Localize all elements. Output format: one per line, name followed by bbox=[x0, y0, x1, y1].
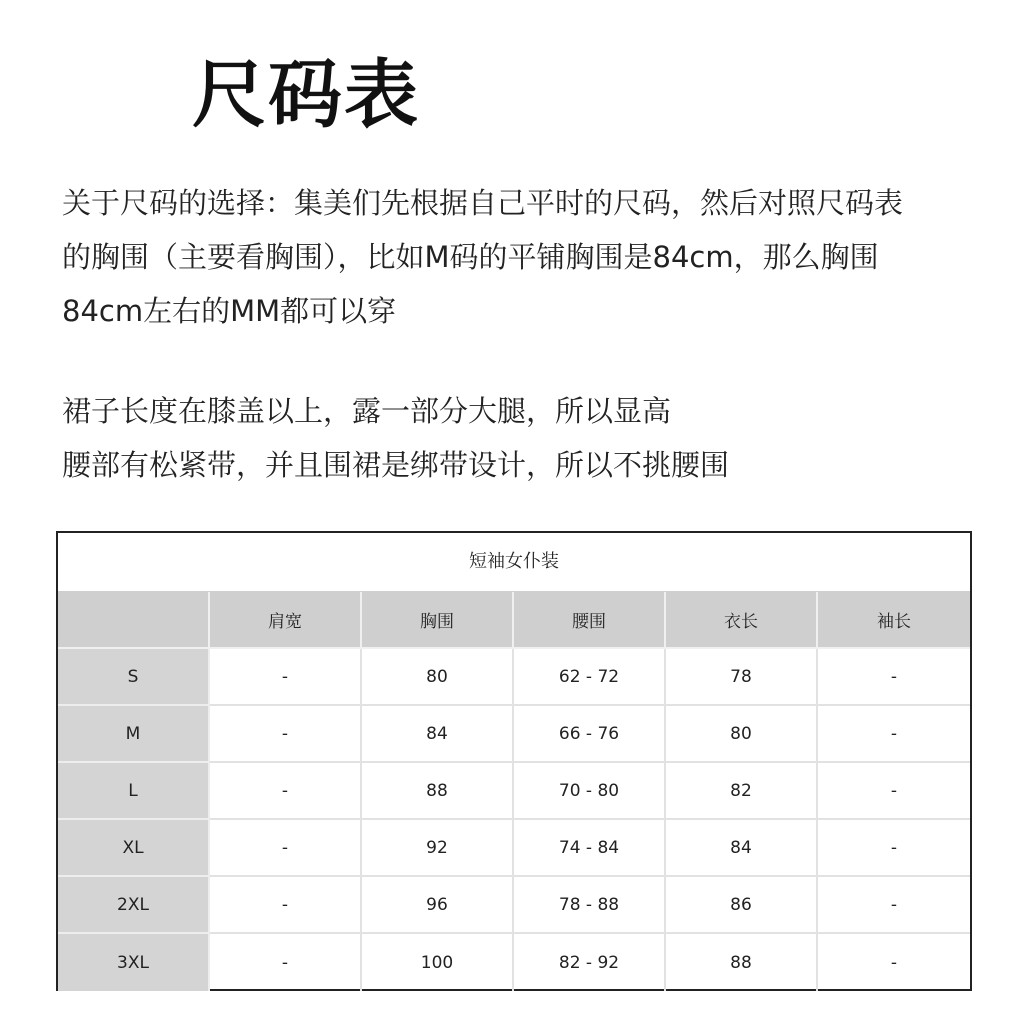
table-cell-size: M bbox=[58, 706, 210, 763]
table-cell-length: 80 bbox=[666, 706, 818, 763]
table-cell-bust: 84 bbox=[362, 706, 514, 763]
table-cell-bust: 100 bbox=[362, 934, 514, 991]
table-cell-size: L bbox=[58, 763, 210, 820]
table-cell-waist: 74 - 84 bbox=[514, 820, 666, 877]
table-cell-length: 88 bbox=[666, 934, 818, 991]
table-cell-shoulder: - bbox=[210, 820, 362, 877]
table-cell-sleeve: - bbox=[818, 706, 970, 763]
table-cell-waist: 66 - 76 bbox=[514, 706, 666, 763]
table-cell-length: 84 bbox=[666, 820, 818, 877]
table-cell-bust: 92 bbox=[362, 820, 514, 877]
table-cell-size: 2XL bbox=[58, 877, 210, 934]
table-cell-length: 86 bbox=[666, 877, 818, 934]
table-cell-sleeve: - bbox=[890, 952, 898, 973]
table-cell-length: 78 bbox=[666, 649, 818, 706]
table-cell-shoulder: - bbox=[210, 934, 362, 991]
table-cell-sleeve: - bbox=[818, 649, 970, 706]
header-cell-sleeve: 袖长 bbox=[818, 592, 970, 649]
header-cell-corner bbox=[58, 592, 210, 649]
table-cell-bust: 88 bbox=[362, 763, 514, 820]
table-cell-sleeve: - bbox=[818, 820, 970, 877]
table-cell-shoulder: - bbox=[210, 877, 362, 934]
page-title: 尺码表 bbox=[192, 52, 420, 138]
table-cell-size: S bbox=[58, 649, 210, 706]
size-selection-text bbox=[62, 176, 903, 338]
table-cell-sleeve: - bbox=[818, 877, 970, 934]
table-cell-shoulder: - bbox=[210, 763, 362, 820]
table-cell-shoulder: - bbox=[210, 706, 362, 763]
skirt-note-text bbox=[62, 384, 729, 492]
header-cell-waist: 腰围 bbox=[514, 592, 666, 649]
text-line: 裙子长度在膝盖以上，露一部分大腿，所以显高 bbox=[62, 394, 672, 428]
table-cell-size: 3XL bbox=[58, 934, 210, 991]
size-chart-table bbox=[56, 531, 972, 991]
header-cell-shoulder: 肩宽 bbox=[210, 592, 362, 649]
table-cell-waist: 70 - 80 bbox=[514, 763, 666, 820]
table-cell-waist: 82 - 92 bbox=[514, 934, 666, 991]
text-line: 的胸围（主要看胸围），比如M码的平铺胸围是84cm，那么胸围 bbox=[62, 240, 879, 274]
table-body bbox=[58, 649, 970, 991]
table-cell-waist: 62 - 72 bbox=[514, 649, 666, 706]
table-cell-sleeve: - bbox=[818, 763, 970, 820]
table-cell-size: XL bbox=[58, 820, 210, 877]
header-cell-bust: 胸围 bbox=[362, 592, 514, 649]
table-cell-bust: 80 bbox=[362, 649, 514, 706]
text-line: 腰部有松紧带，并且围裙是绑带设计，所以不挑腰围 bbox=[62, 448, 730, 482]
table-cell-shoulder: - bbox=[210, 649, 362, 706]
table-caption: 短袖女仆装 bbox=[58, 533, 970, 592]
table-grid bbox=[58, 592, 970, 649]
table-cell-bust: 96 bbox=[362, 877, 514, 934]
table-cell-waist: 78 - 88 bbox=[514, 877, 666, 934]
text-line: 84cm左右的MM都可以穿 bbox=[62, 294, 397, 328]
table-cell-length: 82 bbox=[666, 763, 818, 820]
header-cell-length: 衣长 bbox=[666, 592, 818, 649]
text-line: 关于尺码的选择：集美们先根据自己平时的尺码，然后对照尺码表 bbox=[62, 186, 904, 220]
